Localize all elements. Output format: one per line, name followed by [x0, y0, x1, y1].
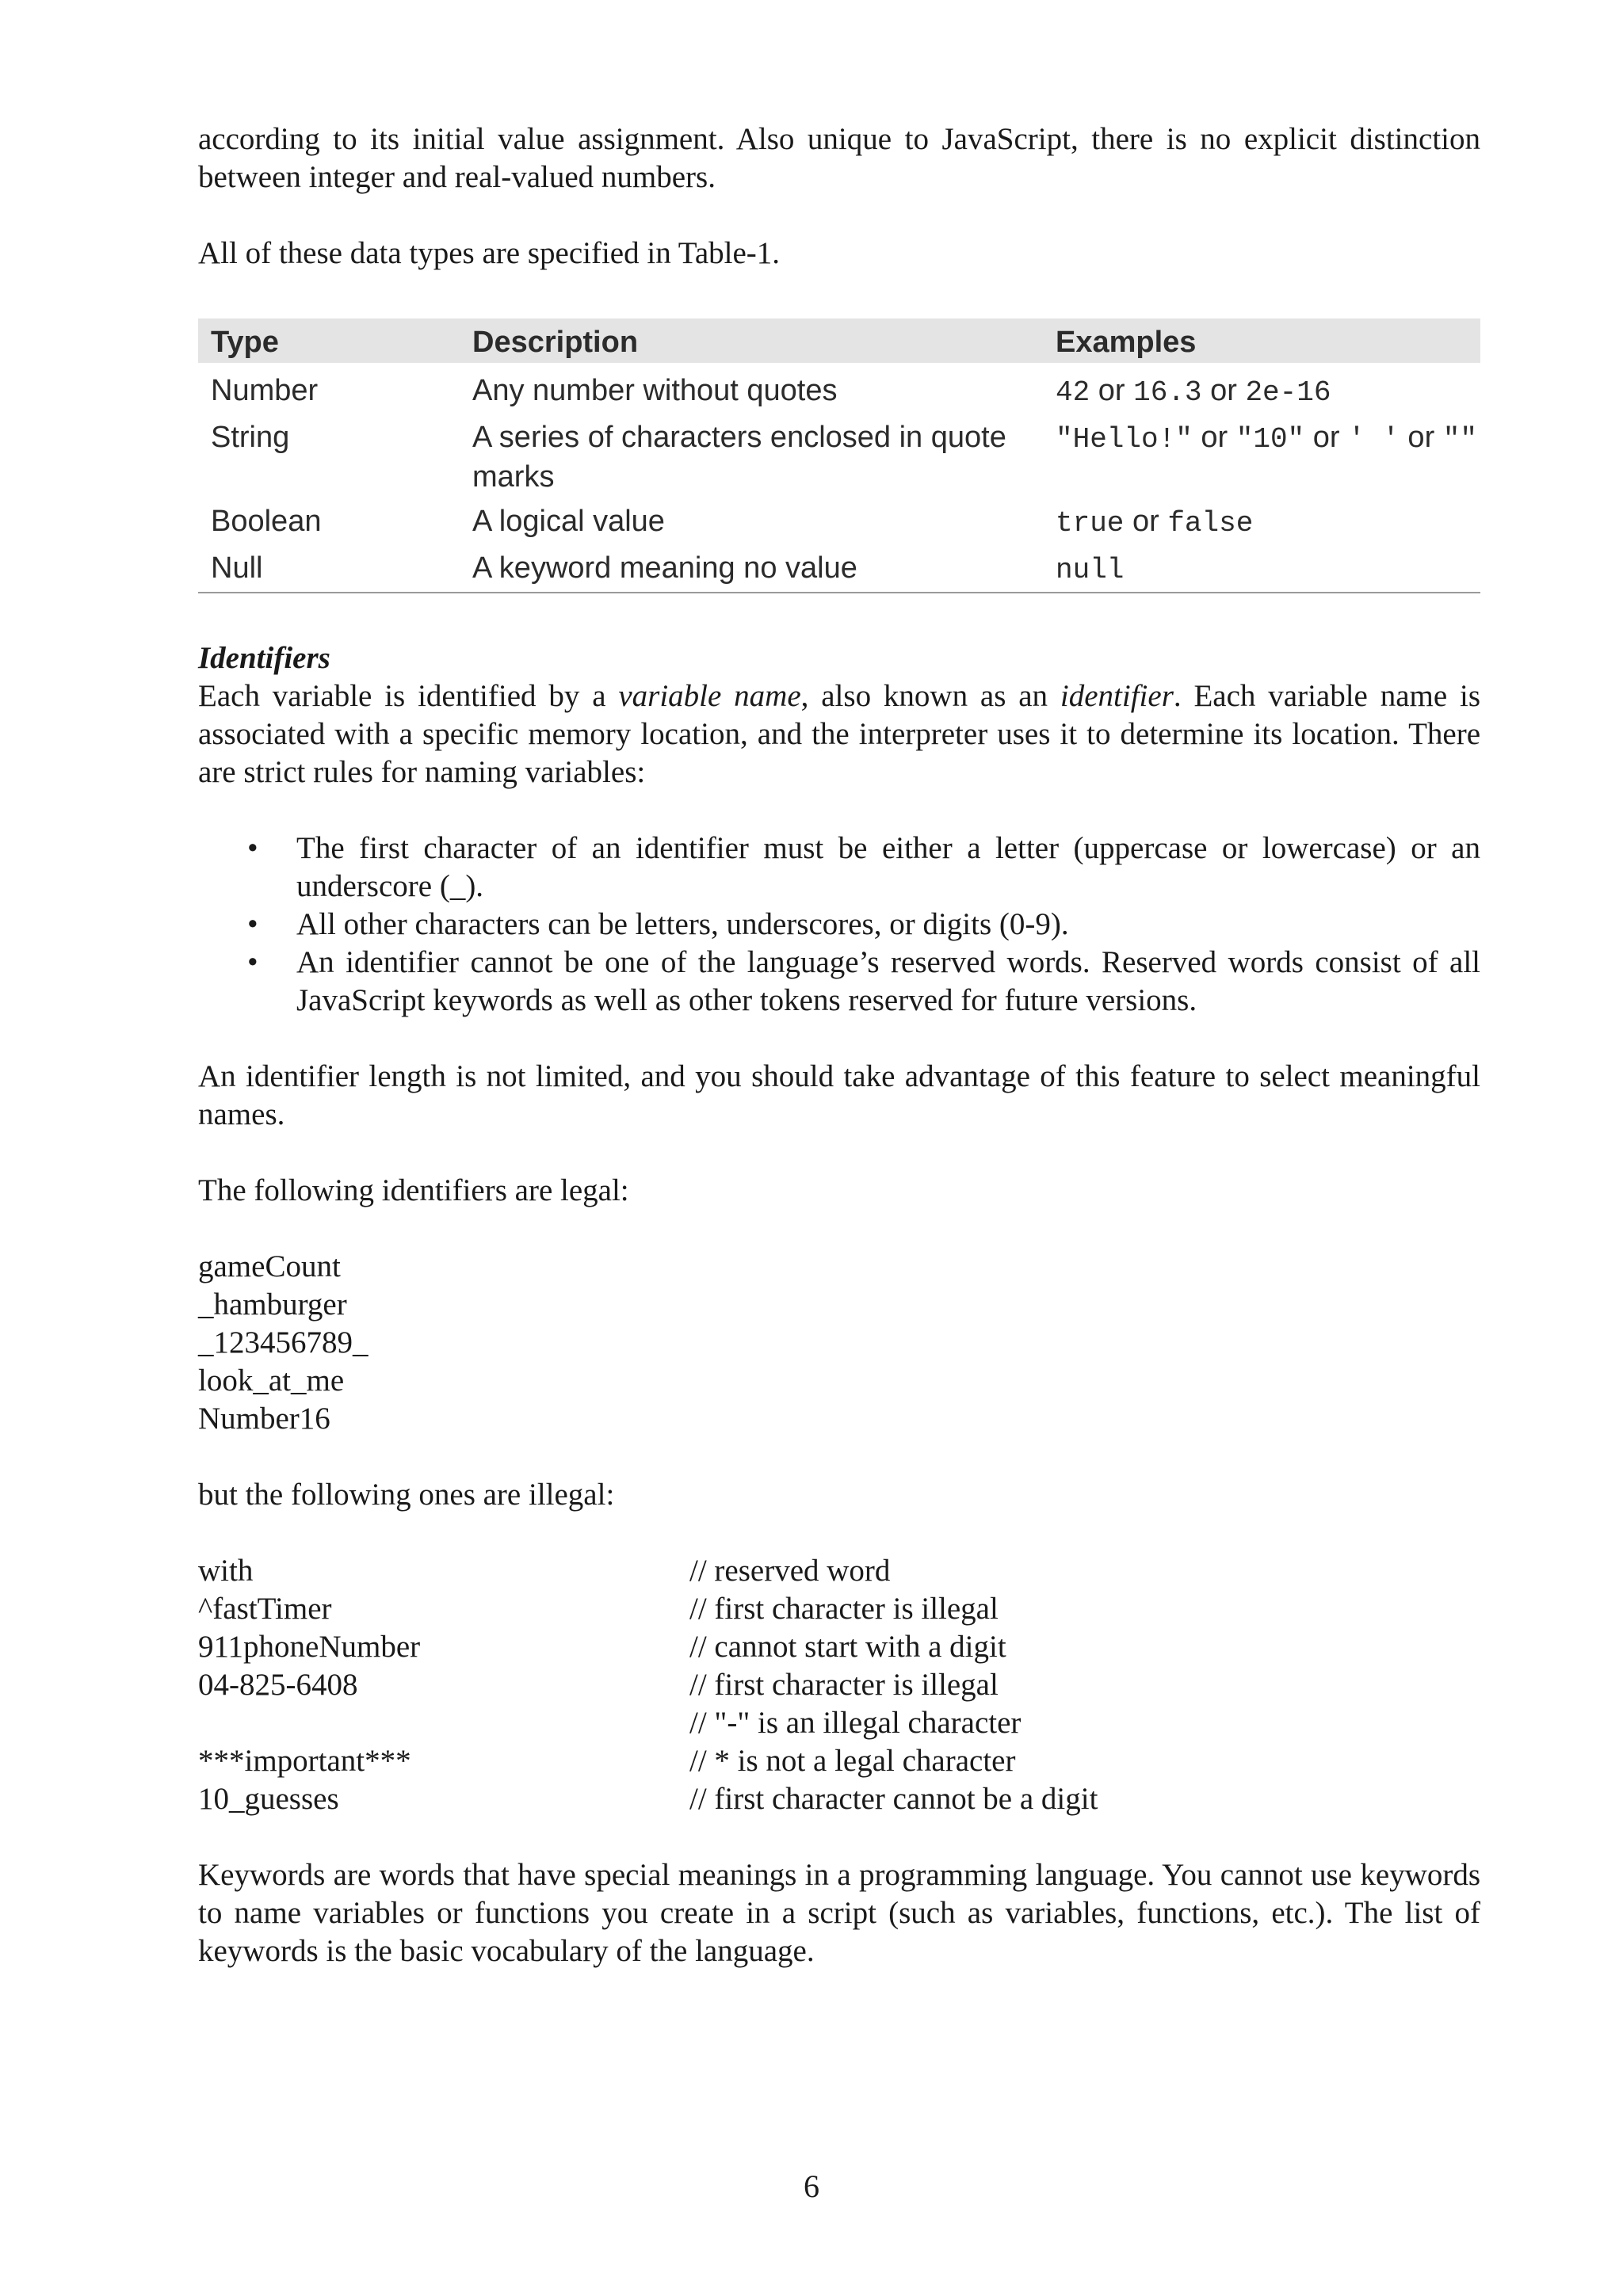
cell-type: Number: [211, 374, 319, 407]
illegal-row: [198, 1742, 1480, 1780]
table-reference: All of these data types are specified in Table-1.: [198, 236, 781, 270]
document-page: [198, 120, 1480, 1970]
example-code: 16.3: [1133, 376, 1202, 409]
length-note: An identifier length is not limited, and you should take advantage of this feature to select meaningful names.: [198, 1059, 1480, 1131]
cell-type: Null: [198, 543, 460, 593]
example-separator: or: [1201, 374, 1246, 407]
page-number: 6: [804, 2168, 819, 2204]
cell-description: A series of characters enclosed in quote marks: [472, 421, 1006, 494]
header-type: Type: [211, 326, 279, 359]
example-code: false: [1167, 507, 1254, 540]
identifiers-paragraph: [198, 677, 1480, 791]
illegal-intro: but the following ones are illegal:: [198, 1478, 615, 1512]
illegal-comment: // cannot start with a digit: [689, 1630, 1006, 1664]
legal-identifier: Number16: [198, 1402, 330, 1436]
table-row: [198, 543, 1480, 593]
legal-identifier: _123456789_: [198, 1325, 369, 1360]
example-separator: or: [1192, 421, 1236, 454]
bullet-icon: •: [247, 907, 258, 941]
legal-identifiers: [198, 1248, 1480, 1438]
illegal-identifier: 10_guesses: [198, 1782, 339, 1816]
cell-examples: [1043, 497, 1480, 543]
cell-type: Boolean: [211, 505, 322, 538]
rule-text: All other characters can be letters, underscores, or digits (0-9).: [296, 907, 1069, 941]
illegal-identifier: [198, 1704, 689, 1742]
naming-rules-list: [198, 830, 1480, 1020]
paragraph-text: Each variable is identified by a: [198, 679, 619, 713]
rule-text: The first character of an identifier must be either a letter (uppercase or lowercase) or an underscore (_).: [296, 831, 1480, 903]
cell-examples: [1043, 543, 1480, 593]
illegal-row: [198, 1552, 1480, 1590]
legal-intro: The following identifiers are legal:: [198, 1173, 629, 1207]
example-separator: or: [1304, 421, 1349, 454]
illegal-identifier: 04-825-6408: [198, 1668, 358, 1702]
cell-description: A keyword meaning no value: [460, 543, 1043, 593]
table-body: [198, 363, 1480, 593]
example-code: true: [1056, 507, 1125, 540]
table-row: [198, 497, 1480, 543]
italic-term: identifier: [1060, 679, 1174, 713]
illegal-row: [198, 1628, 1480, 1666]
example-code: "10": [1235, 423, 1305, 456]
illegal-comment: // * is not a legal character: [689, 1744, 1016, 1778]
paragraph-text: . Each variable name is associated with a specific memory location, and the interpreter uses it to determine its location. There are strict rules for naming variables:: [198, 679, 1481, 789]
illegal-row: [198, 1666, 1480, 1704]
legal-identifier: _hamburger: [198, 1287, 347, 1322]
keywords-paragraph: Keywords are words that have special meanings in a programming language. You cannot use keywords to name variables or functions you create in a script (such as variables, functions, etc.). The list of keywords is the basic vocabulary of the language.: [198, 1858, 1480, 1968]
list-item: [247, 906, 1480, 944]
example-separator: or: [1124, 505, 1168, 538]
illegal-comment: // first character is illegal: [689, 1668, 999, 1702]
illegal-comment: // first character cannot be a digit: [689, 1782, 1098, 1816]
example-code: ' ': [1348, 423, 1400, 456]
illegal-identifier: 911phoneNumber: [198, 1630, 421, 1664]
legal-identifier: gameCount: [198, 1249, 341, 1283]
list-item: [247, 944, 1480, 1020]
list-item: [247, 830, 1480, 906]
table-row: [198, 363, 1480, 413]
header-examples: Examples: [1056, 326, 1197, 359]
illegal-comment: // reserved word: [689, 1554, 891, 1588]
table-row: [198, 413, 1480, 497]
example-code: "Hello!": [1056, 423, 1193, 456]
paragraph-text: , also known as an: [800, 679, 1060, 713]
cell-type: String: [211, 421, 290, 454]
data-types-table: [198, 318, 1480, 593]
bullet-icon: •: [247, 831, 258, 865]
illegal-row: [198, 1780, 1480, 1818]
example-separator: or: [1090, 374, 1134, 407]
legal-identifier: look_at_me: [198, 1363, 345, 1398]
example-code: 2e-16: [1245, 376, 1331, 409]
cell-examples: [1043, 363, 1480, 413]
illegal-identifier: ***important***: [198, 1744, 411, 1778]
intro-paragraph: according to its initial value assignment. Also unique to JavaScript, there is no explicit distinction between integer and real-valued numbers.: [198, 122, 1480, 194]
illegal-comment: // first character is illegal: [689, 1592, 999, 1626]
header-description: Description: [472, 326, 639, 359]
illegal-row: [198, 1590, 1480, 1628]
bullet-icon: •: [247, 945, 258, 979]
illegal-identifier: ^fastTimer: [198, 1592, 332, 1626]
example-separator: or: [1399, 421, 1443, 454]
example-code: "": [1442, 423, 1477, 456]
cell-description: A logical value: [472, 505, 665, 538]
cell-description: Any number without quotes: [472, 374, 838, 407]
italic-term: variable name: [618, 679, 801, 713]
example-code: 42: [1056, 376, 1090, 409]
illegal-comment: // "-" is an illegal character: [689, 1706, 1022, 1740]
rule-text: An identifier cannot be one of the language’s reserved words. Reserved words consist of all JavaScript keywords as well as other tokens reserved for future versions.: [296, 945, 1480, 1017]
example-code: null: [1056, 554, 1125, 586]
illegal-identifier: with: [198, 1554, 254, 1588]
illegal-row: [198, 1704, 1480, 1742]
section-heading: Identifiers: [198, 641, 330, 675]
table-header-row: [198, 318, 1480, 363]
cell-examples: [1043, 413, 1480, 497]
illegal-identifiers: [198, 1552, 1480, 1818]
